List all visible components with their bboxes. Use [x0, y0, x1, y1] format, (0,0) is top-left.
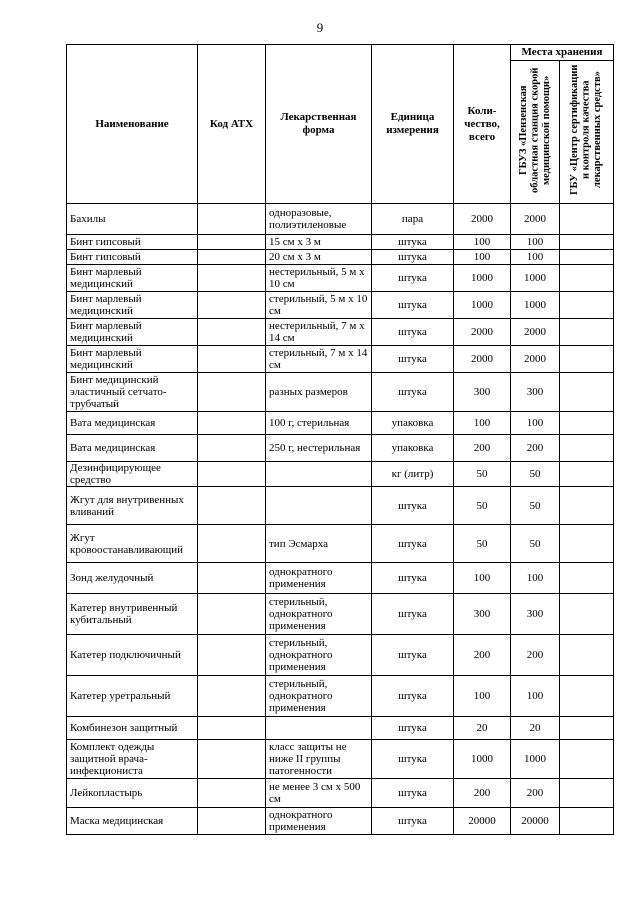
table-cell-quantity: 300	[454, 373, 511, 412]
table-cell-unit: штука	[372, 635, 454, 676]
table-cell-unit: штука	[372, 250, 454, 265]
table-cell-storage-certification	[560, 265, 614, 292]
table-row	[67, 487, 614, 525]
table-cell-atc-code	[198, 373, 266, 412]
table-cell-storage-certification	[560, 319, 614, 346]
table-cell-name: Бинт гипсовый	[67, 250, 198, 265]
table-cell-quantity: 2000	[454, 346, 511, 373]
table-row	[67, 462, 614, 487]
table-cell-storage-ambulance: 100	[511, 250, 560, 265]
table-cell-name: Маска медицинская	[67, 808, 198, 835]
table-row	[67, 717, 614, 740]
table-cell-name: Зонд желудочный	[67, 563, 198, 594]
table-cell-quantity: 50	[454, 487, 511, 525]
table-cell-storage-ambulance: 200	[511, 779, 560, 808]
table-cell-unit: штука	[372, 346, 454, 373]
table-row	[67, 265, 614, 292]
table-cell-quantity: 100	[454, 235, 511, 250]
table-cell-storage-ambulance: 100	[511, 235, 560, 250]
table-cell-quantity: 20000	[454, 808, 511, 835]
table-cell-dosage-form: разных размеров	[266, 373, 372, 412]
table-cell-unit: штука	[372, 740, 454, 779]
table-cell-quantity: 1000	[454, 292, 511, 319]
table-cell-storage-ambulance: 100	[511, 676, 560, 717]
table-cell-atc-code	[198, 740, 266, 779]
table-cell-quantity: 200	[454, 435, 511, 462]
table-cell-atc-code	[198, 487, 266, 525]
table-cell-dosage-form: тип Эсмарха	[266, 525, 372, 563]
table-row	[67, 250, 614, 265]
table-cell-storage-certification	[560, 235, 614, 250]
table-cell-quantity: 1000	[454, 740, 511, 779]
table-cell-name: Жгут для внутривенных вливаний	[67, 487, 198, 525]
table-cell-name: Бинт марлевый медицинский	[67, 319, 198, 346]
table-cell-name: Бинт медицинский эластичный сетчато-трубчатый	[67, 373, 198, 412]
table-cell-quantity: 50	[454, 462, 511, 487]
table-cell-storage-ambulance: 1000	[511, 740, 560, 779]
table-cell-quantity: 2000	[454, 204, 511, 235]
table-cell-quantity: 100	[454, 412, 511, 435]
table-cell-storage-certification	[560, 717, 614, 740]
table-cell-storage-certification	[560, 808, 614, 835]
table-row	[67, 808, 614, 835]
table-cell-storage-ambulance: 50	[511, 525, 560, 563]
table-cell-atc-code	[198, 635, 266, 676]
table-cell-unit: штука	[372, 319, 454, 346]
table-cell-quantity: 100	[454, 676, 511, 717]
table-cell-unit: штука	[372, 779, 454, 808]
table-cell-dosage-form: 250 г, нестерильная	[266, 435, 372, 462]
table-cell-name: Дезинфицирующее средство	[67, 462, 198, 487]
table-cell-name: Комплект одежды защитной врача-инфекциониста	[67, 740, 198, 779]
table-cell-atc-code	[198, 594, 266, 635]
header-quantity: Коли-чество, всего	[454, 45, 511, 204]
table-cell-dosage-form: 15 см х 3 м	[266, 235, 372, 250]
table-cell-unit: штука	[372, 563, 454, 594]
table-row	[67, 319, 614, 346]
table-cell-atc-code	[198, 319, 266, 346]
table-cell-storage-certification	[560, 412, 614, 435]
header-dosage-form: Лекарственная форма	[266, 45, 372, 204]
table-cell-storage-certification	[560, 292, 614, 319]
table-cell-atc-code	[198, 265, 266, 292]
table-cell-storage-ambulance: 20	[511, 717, 560, 740]
table-cell-storage-certification	[560, 563, 614, 594]
table-cell-storage-ambulance: 20000	[511, 808, 560, 835]
table-cell-storage-ambulance: 300	[511, 594, 560, 635]
header-storage-certification-center-label: ГБУ «Центр сертификации и контроля качества лекарственных средств»	[569, 64, 604, 196]
table-cell-atc-code	[198, 435, 266, 462]
table-cell-storage-ambulance: 50	[511, 462, 560, 487]
table-cell-unit: штука	[372, 717, 454, 740]
table-cell-name: Бинт марлевый медицинский	[67, 292, 198, 319]
table-cell-unit: штука	[372, 525, 454, 563]
table-cell-storage-certification	[560, 250, 614, 265]
table-row	[67, 740, 614, 779]
table-row	[67, 292, 614, 319]
table-cell-atc-code	[198, 717, 266, 740]
table-cell-name: Вата медицинская	[67, 435, 198, 462]
table-cell-atc-code	[198, 292, 266, 319]
table-cell-name: Лейкопластырь	[67, 779, 198, 808]
table-cell-unit: упаковка	[372, 412, 454, 435]
table-cell-name: Комбинезон защитный	[67, 717, 198, 740]
table-cell-quantity: 100	[454, 563, 511, 594]
table-cell-name: Жгут кровоостанавливающий	[67, 525, 198, 563]
table-cell-dosage-form: стерильный, 5 м х 10 см	[266, 292, 372, 319]
header-atc-code: Код АТХ	[198, 45, 266, 204]
table-cell-atc-code	[198, 412, 266, 435]
table-cell-unit: пара	[372, 204, 454, 235]
table-cell-storage-certification	[560, 635, 614, 676]
table-cell-storage-ambulance: 2000	[511, 346, 560, 373]
table-cell-storage-ambulance: 2000	[511, 319, 560, 346]
table-cell-atc-code	[198, 346, 266, 373]
table-cell-name: Вата медицинская	[67, 412, 198, 435]
header-storage-ambulance-station-label: ГБУЗ «Пензенская областная станция скорой медицинской помощи»	[517, 67, 552, 193]
table-cell-unit: штука	[372, 373, 454, 412]
table-row	[67, 412, 614, 435]
table-cell-dosage-form: стерильный, однократного применения	[266, 594, 372, 635]
table-cell-storage-certification	[560, 779, 614, 808]
table-cell-dosage-form	[266, 462, 372, 487]
table-cell-atc-code	[198, 808, 266, 835]
supplies-table	[66, 44, 614, 835]
table-cell-atc-code	[198, 779, 266, 808]
table-cell-dosage-form: стерильный, 7 м х 14 см	[266, 346, 372, 373]
table-row	[67, 435, 614, 462]
table-cell-storage-certification	[560, 204, 614, 235]
header-unit: Единица измерения	[372, 45, 454, 204]
table-cell-storage-ambulance: 200	[511, 435, 560, 462]
table-cell-dosage-form: класс защиты не ниже II группы патогенности	[266, 740, 372, 779]
table-cell-dosage-form: однократного применения	[266, 563, 372, 594]
page-number: 9	[316, 20, 324, 35]
table-cell-storage-ambulance: 200	[511, 635, 560, 676]
table-cell-unit: упаковка	[372, 435, 454, 462]
table-cell-dosage-form: стерильный, однократного применения	[266, 635, 372, 676]
header-storage-ambulance-station	[511, 61, 560, 204]
table-row	[67, 525, 614, 563]
table-row	[67, 594, 614, 635]
table-cell-dosage-form: 100 г, стерильная	[266, 412, 372, 435]
table-cell-unit: штука	[372, 676, 454, 717]
table-cell-quantity: 20	[454, 717, 511, 740]
header-storage-places: Места хранения	[511, 45, 614, 61]
table-cell-storage-certification	[560, 373, 614, 412]
header-name: Наименование	[67, 45, 198, 204]
table-cell-name: Катетер уретральный	[67, 676, 198, 717]
table-cell-storage-ambulance: 1000	[511, 265, 560, 292]
table-cell-dosage-form: одноразовые, полиэтиленовые	[266, 204, 372, 235]
table-cell-storage-ambulance: 100	[511, 412, 560, 435]
table-cell-storage-certification	[560, 740, 614, 779]
table-cell-name: Катетер подключичный	[67, 635, 198, 676]
table-cell-atc-code	[198, 462, 266, 487]
table-cell-unit: штука	[372, 265, 454, 292]
table-cell-quantity: 1000	[454, 265, 511, 292]
table-row	[67, 373, 614, 412]
table-cell-quantity: 50	[454, 525, 511, 563]
table-cell-dosage-form: стерильный, однократного применения	[266, 676, 372, 717]
table-cell-quantity: 200	[454, 779, 511, 808]
table-cell-storage-certification	[560, 525, 614, 563]
table-cell-quantity: 2000	[454, 319, 511, 346]
table-cell-atc-code	[198, 250, 266, 265]
table-cell-unit: штука	[372, 808, 454, 835]
table-row	[67, 779, 614, 808]
table-cell-atc-code	[198, 563, 266, 594]
table-header	[67, 45, 614, 204]
table-body	[67, 204, 614, 835]
table-cell-storage-ambulance: 100	[511, 563, 560, 594]
table-cell-atc-code	[198, 204, 266, 235]
header-storage-certification-center	[560, 61, 614, 204]
table-cell-quantity: 300	[454, 594, 511, 635]
table-cell-storage-certification	[560, 462, 614, 487]
table-cell-storage-ambulance: 50	[511, 487, 560, 525]
table-cell-unit: кг (литр)	[372, 462, 454, 487]
table-cell-quantity: 200	[454, 635, 511, 676]
table-cell-name: Бинт марлевый медицинский	[67, 265, 198, 292]
table-cell-dosage-form	[266, 717, 372, 740]
table-cell-atc-code	[198, 525, 266, 563]
table-row	[67, 635, 614, 676]
table-cell-dosage-form: 20 см х 3 м	[266, 250, 372, 265]
table-cell-storage-certification	[560, 435, 614, 462]
table-cell-storage-ambulance: 300	[511, 373, 560, 412]
table-row	[67, 563, 614, 594]
table-cell-name: Катетер внутривенный кубитальный	[67, 594, 198, 635]
table-row	[67, 676, 614, 717]
table-cell-storage-certification	[560, 487, 614, 525]
table-row	[67, 235, 614, 250]
table-cell-dosage-form: не менее 3 см х 500 см	[266, 779, 372, 808]
table-row	[67, 204, 614, 235]
table-cell-dosage-form	[266, 487, 372, 525]
table-cell-storage-ambulance: 2000	[511, 204, 560, 235]
table-cell-quantity: 100	[454, 250, 511, 265]
table-cell-dosage-form: нестерильный, 5 м х 10 см	[266, 265, 372, 292]
table-cell-unit: штука	[372, 487, 454, 525]
table-cell-storage-certification	[560, 676, 614, 717]
table-cell-name: Бинт марлевый медицинский	[67, 346, 198, 373]
table-cell-atc-code	[198, 676, 266, 717]
table-cell-unit: штука	[372, 235, 454, 250]
table-cell-name: Бахилы	[67, 204, 198, 235]
table-cell-unit: штука	[372, 594, 454, 635]
table-row	[67, 346, 614, 373]
table-cell-name: Бинт гипсовый	[67, 235, 198, 250]
table-cell-storage-certification	[560, 346, 614, 373]
table-cell-dosage-form: нестерильный, 7 м х 14 см	[266, 319, 372, 346]
table-cell-storage-ambulance: 1000	[511, 292, 560, 319]
table-cell-dosage-form: однократного применения	[266, 808, 372, 835]
table-cell-unit: штука	[372, 292, 454, 319]
table-cell-storage-certification	[560, 594, 614, 635]
table-cell-atc-code	[198, 235, 266, 250]
